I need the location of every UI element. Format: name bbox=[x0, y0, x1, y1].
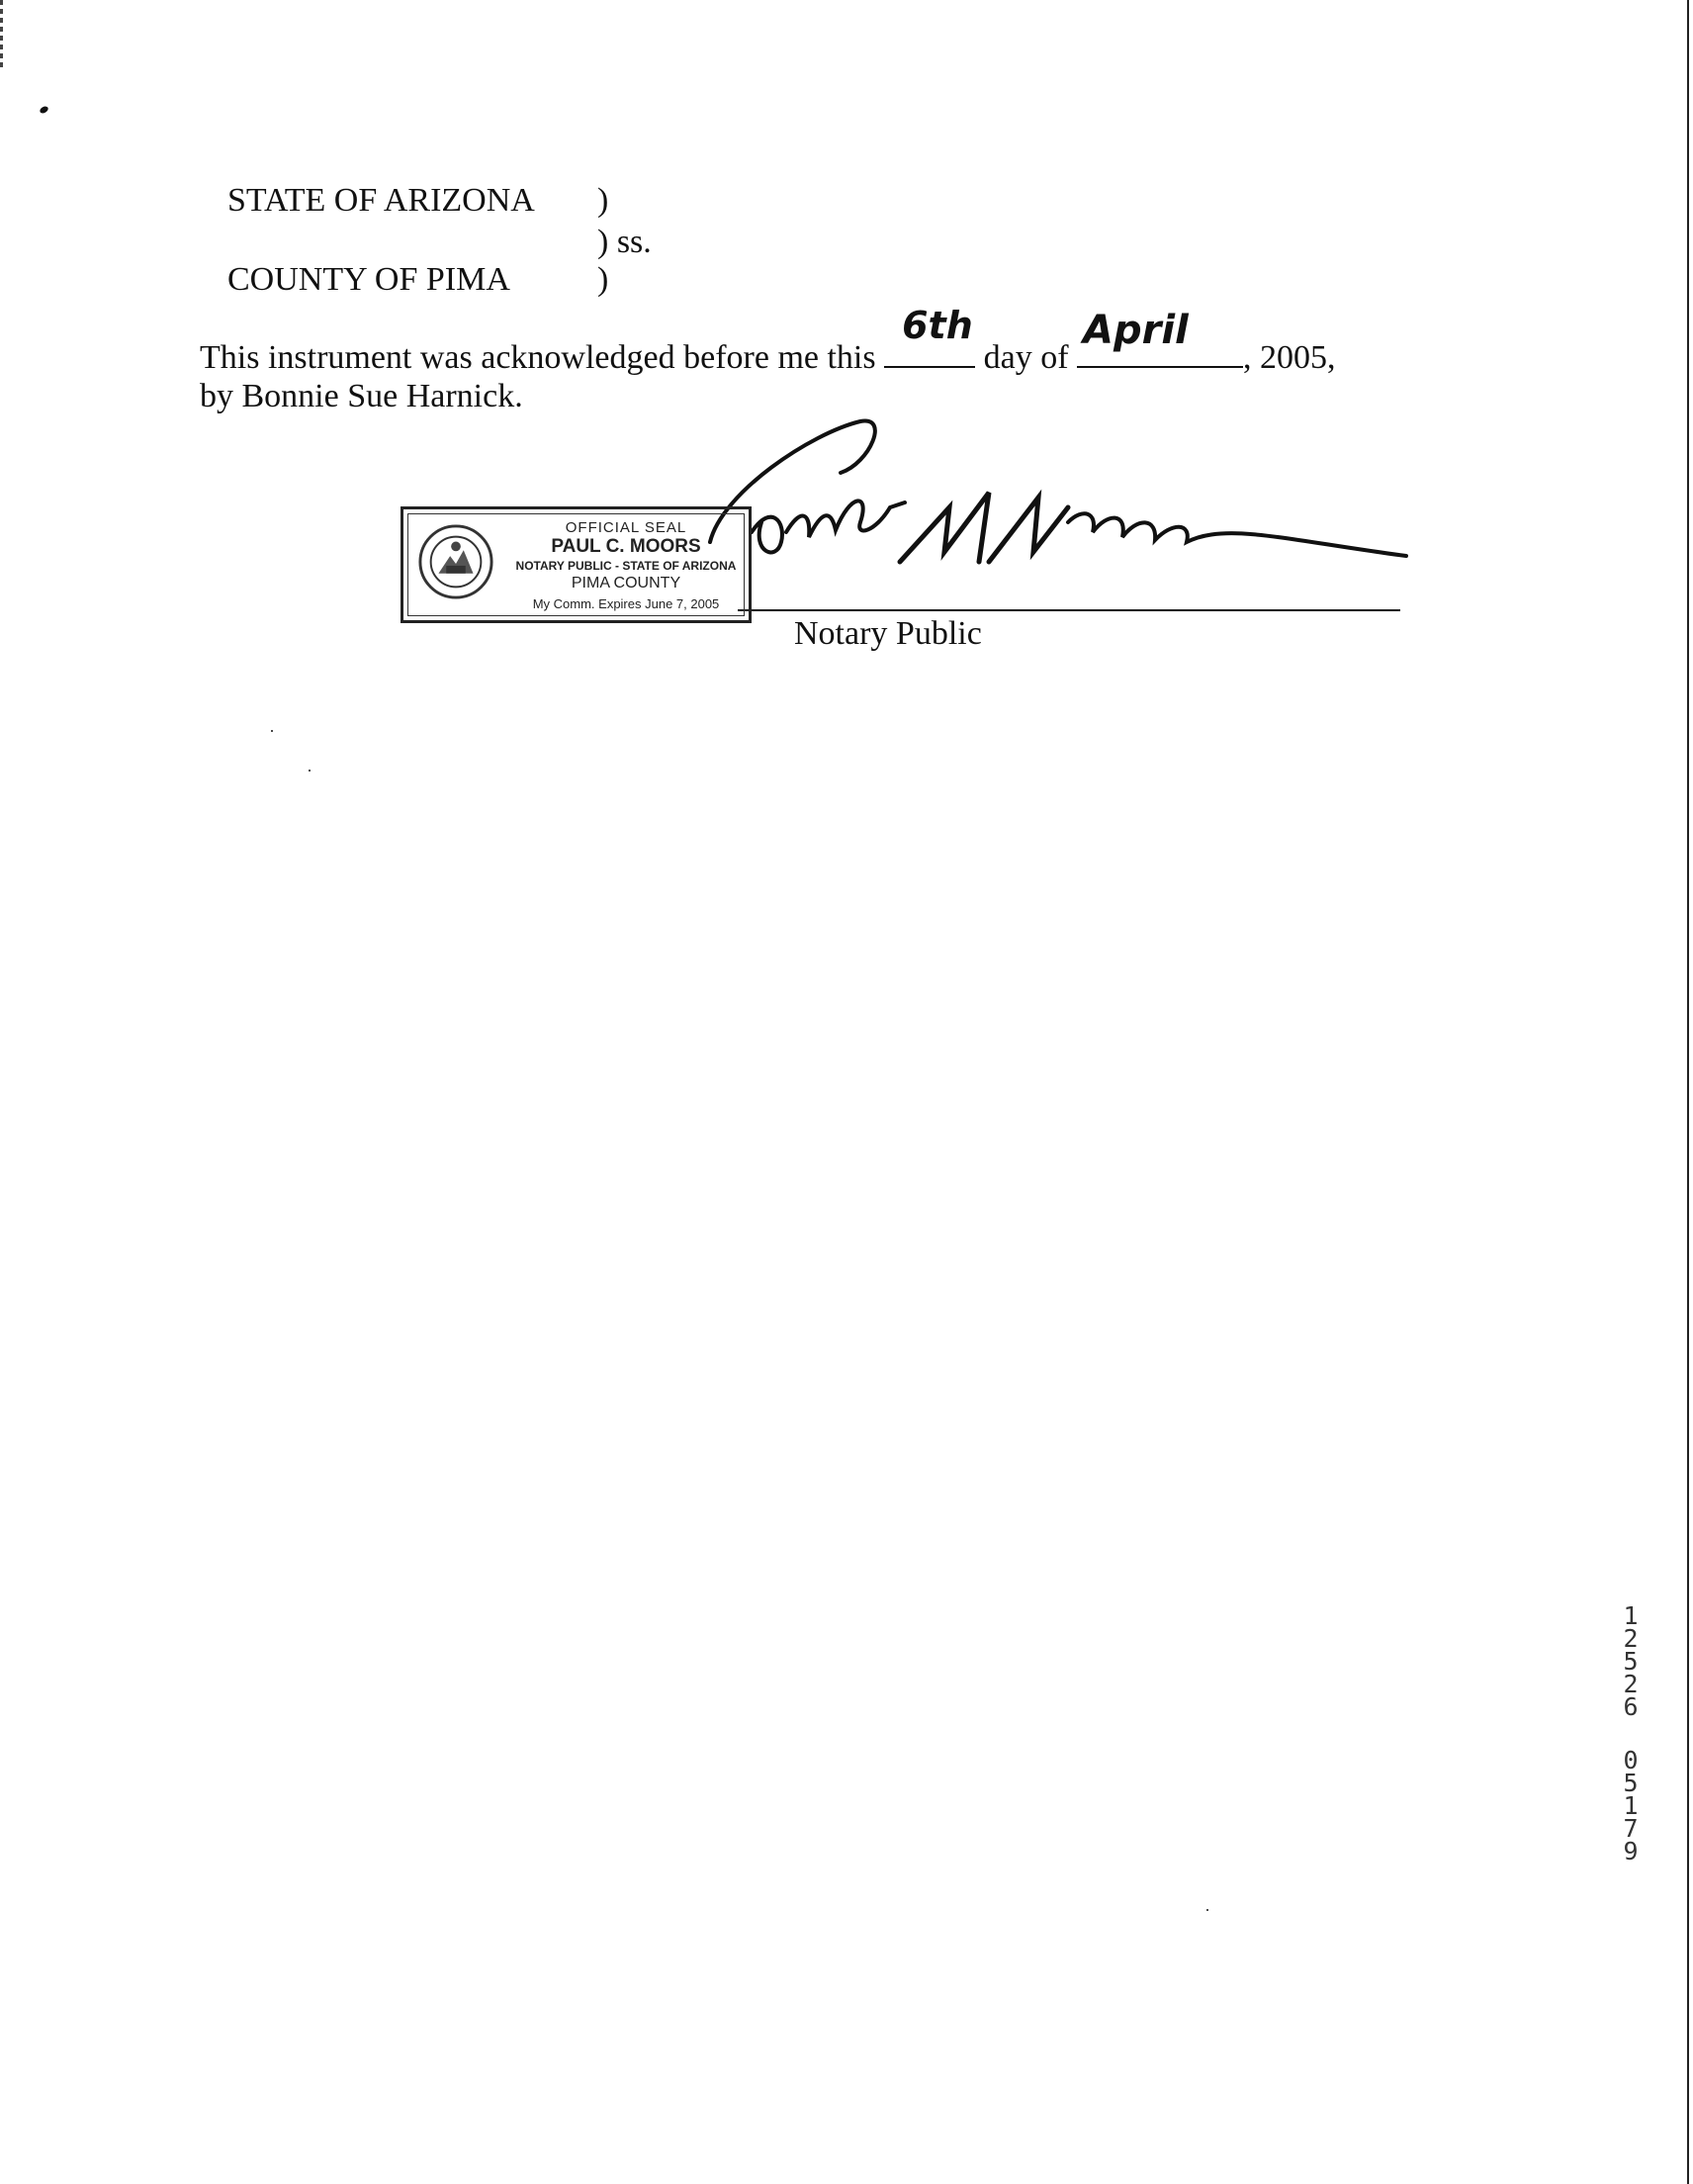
venue-paren-1: ) bbox=[597, 182, 609, 219]
day-handwritten: 6th bbox=[902, 304, 973, 347]
month-blank bbox=[1077, 308, 1243, 368]
signature-line bbox=[738, 609, 1400, 611]
notary-public-label: Notary Public bbox=[794, 615, 982, 652]
document-number-group-2 bbox=[1618, 1746, 1644, 1866]
scan-speck bbox=[39, 105, 49, 115]
seal-notary-name: PAUL C. MOORS bbox=[551, 536, 701, 557]
state-line: STATE OF ARIZONA bbox=[227, 182, 535, 219]
scan-speck bbox=[1206, 1909, 1208, 1911]
ack-prefix: This instrument was acknowledged before me this bbox=[200, 339, 876, 376]
county-line: COUNTY OF PIMA bbox=[227, 261, 510, 298]
venue-paren-ss: ) ss. bbox=[597, 224, 652, 260]
acknowledgment-line-2: by Bonnie Sue Harnick. bbox=[200, 378, 523, 414]
scan-margin-mark bbox=[0, 0, 3, 69]
scan-speck bbox=[309, 770, 311, 772]
document-number-group-1 bbox=[1618, 1601, 1644, 1721]
seal-title: OFFICIAL SEAL bbox=[565, 519, 687, 536]
day-blank bbox=[884, 304, 975, 368]
month-handwritten: April bbox=[1083, 308, 1189, 353]
seal-expiry: My Comm. Expires June 7, 2005 bbox=[532, 596, 720, 611]
state-seal-emblem bbox=[417, 523, 494, 600]
notary-signature bbox=[692, 413, 1414, 582]
venue-paren-3: ) bbox=[597, 261, 609, 298]
doc-number-digits-1: 12526 bbox=[1623, 1601, 1639, 1721]
page-edge bbox=[1687, 0, 1689, 2184]
ack-day-of: day of bbox=[983, 339, 1069, 376]
seal-county: PIMA COUNTY bbox=[571, 575, 681, 592]
acknowledgment-line-1 bbox=[200, 304, 1336, 376]
ack-year: , 2005, bbox=[1243, 339, 1336, 376]
official-seal-stamp bbox=[401, 506, 752, 623]
seal-notary-state: NOTARY PUBLIC - STATE OF ARIZONA bbox=[515, 559, 737, 573]
doc-number-digits-2: 05179 bbox=[1623, 1746, 1639, 1866]
scan-speck bbox=[271, 730, 273, 732]
